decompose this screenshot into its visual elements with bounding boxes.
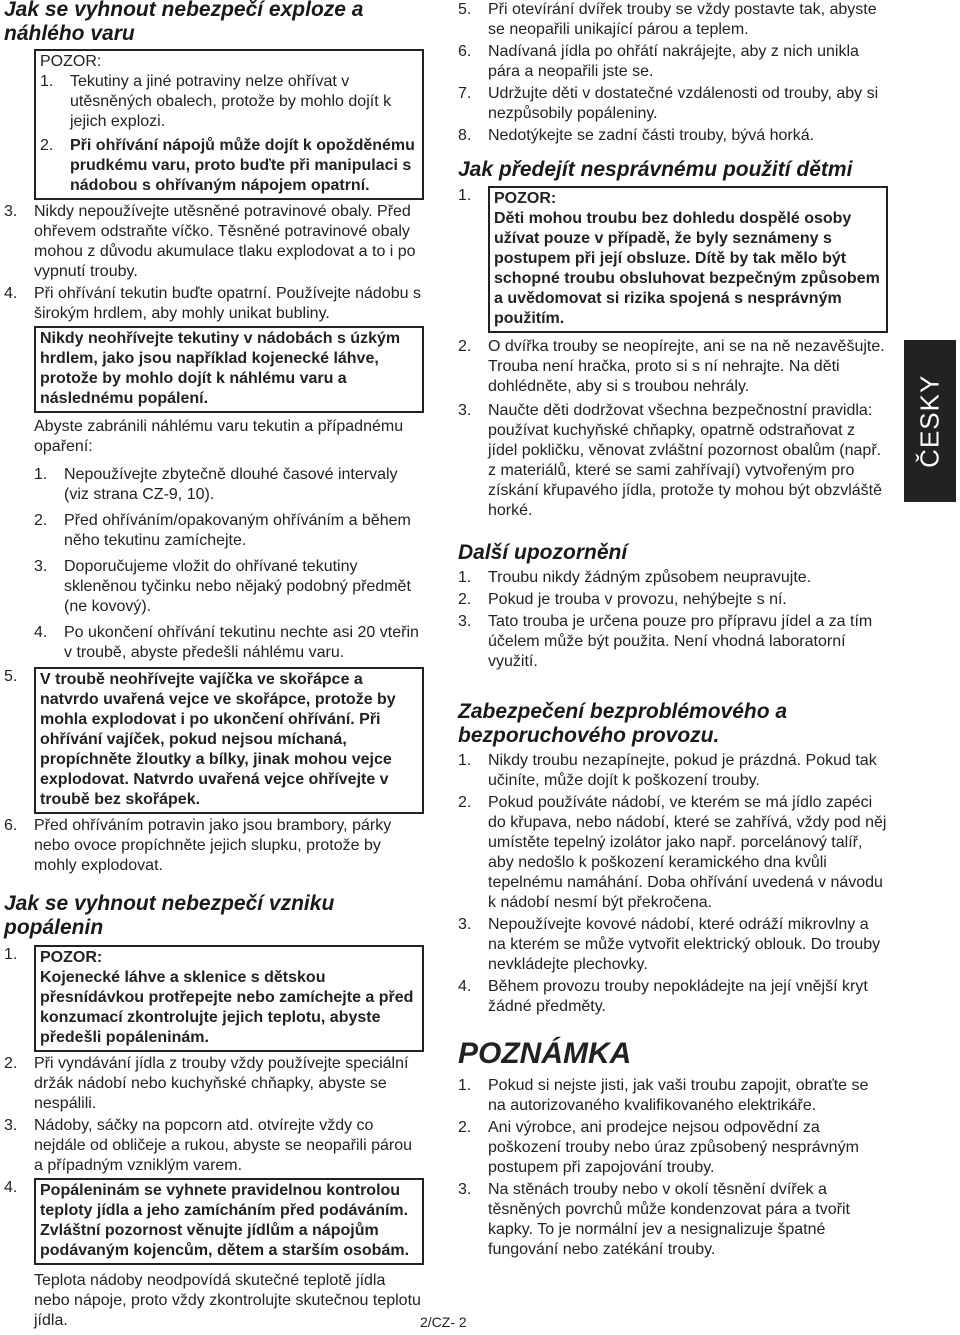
item-number: 1.	[40, 73, 54, 91]
list-item	[458, 186, 888, 333]
list-item	[458, 977, 888, 1017]
sub-item	[34, 623, 424, 663]
note-text: Teplota nádoby neodpovídá skutečné teplotě jídla nebo nápoje, proto vždy zkontrolujte skutečnou teplotu jídla.	[34, 1272, 421, 1330]
item-text: Při vyndávání jídla z trouby vždy používejte speciální držák nádobí nebo kuchyňské chňapky, abyste se nespálili.	[34, 1055, 409, 1113]
list-item	[458, 590, 888, 610]
intro-text: Abyste zabránili náhlému varu tekutin a případnému opaření:	[34, 418, 404, 456]
list-item	[4, 667, 424, 814]
list-item	[458, 751, 888, 791]
left-column	[4, 0, 424, 1331]
item-number: 8.	[458, 127, 472, 144]
list-item	[458, 1076, 888, 1116]
list-item	[40, 72, 418, 132]
list-item	[458, 915, 888, 975]
item-number: 4.	[4, 1179, 18, 1197]
item-text: Nikdy nepoužívejte utěsněné potravinové obaly. Před ohřevem odstraňte víčko. Těsněné potravinové obaly mohou z důvodu akumulace tlaku explodovat a to i po vypnutí trouby.	[34, 203, 416, 281]
item-text: Na stěnách trouby nebo v okolí těsnění dvířek a těsněných povrchů může kondenzovat pára a tvořit kapky. To je normální jev a nesignalizuje špatné fungování nebo zatékání trouby.	[488, 1181, 850, 1259]
list-item	[4, 816, 424, 876]
item-number: 3.	[458, 916, 472, 934]
language-tab	[904, 340, 956, 502]
item-text: Při ohřívání nápojů může dojít k opožděnému prudkému varu, proto buďte při manipulaci s nádobou s ohřívaným nápojem opatrní.	[70, 137, 415, 195]
warning-box: Nikdy neohřívejte tekutiny v nádobách s úzkým hrdlem, jako jsou například kojenecké láhve, protože by mohlo dojít k náhlému varu a následnému popálení.	[34, 326, 424, 413]
sub-item	[34, 511, 424, 551]
list-item	[4, 1116, 424, 1176]
right-column	[458, 0, 888, 1260]
item-number: 1.	[458, 186, 472, 204]
item-number: 2.	[458, 337, 472, 355]
item-number: 4.	[4, 285, 18, 303]
section-title-children: Jak předejít nesprávnému použití dětmi	[458, 158, 853, 181]
item-text: Udržujte děti v dostatečné vzdálenosti od trouby, aby si nezpůsobily popáleniny.	[488, 85, 879, 122]
item-number: 6.	[4, 817, 18, 835]
sub-text: Doporučujeme vložit do ohřívané tekutiny skleněnou tyčinku nebo nějaký podobný předmět (ne kovový).	[64, 558, 411, 616]
list-item	[458, 126, 888, 146]
item-number: 3.	[4, 1117, 18, 1135]
section-title-other: Další upozornění	[458, 540, 628, 564]
item-number: 3.	[458, 401, 472, 419]
sub-number: 1.	[34, 466, 48, 484]
sub-number: 3.	[34, 558, 48, 576]
list-item	[4, 202, 424, 282]
item-text: Pokud používáte nádobí, ve kterém se má jídlo zapéci do křupava, nebo nádobí, které se zahřívá, vždy pod něj umístěte tepelný izolátor jako např. porcelánový talíř, aby nedošlo k poškození keramického dna kvůli tepelnému namáhání. Doba ohřívání uvedená v návodu k nádobí nesmí být překročena.	[488, 794, 887, 912]
item-number: 4.	[458, 978, 472, 996]
item-number: 3.	[458, 1181, 472, 1199]
list-item	[458, 612, 888, 672]
item-number: 2.	[4, 1055, 18, 1073]
caution-label: POZOR:	[40, 949, 103, 967]
item-text: Při otevírání dvířek trouby se vždy postavte tak, abyste se neopařili unikající párou a teplem.	[488, 1, 877, 38]
item-number: 7.	[458, 85, 472, 102]
list-item	[458, 793, 888, 913]
caution-block	[4, 49, 424, 200]
item-text: Naučte děti dodržovat všechna bezpečnostní pravidla: používat kuchyňské chňapky, opatrně odstraňovat z jídel pokličku, věnovat zvláštní pozornost obalům (např. z materiálů, které se sami zahřívají) vytvořeným pro získání křupavého jídla, protože ty mohou být obzvláště horké.	[488, 401, 882, 519]
item-text: O dvířka trouby se neopírejte, ani se na ně nezavěšujte. Trouba není hračka, proto si s ní nehrajte. Na děti dohlédněte, aby si s troubou nehrály.	[488, 337, 885, 395]
warning-box-eggs: V troubě neohřívejte vajíčka ve skořápce a natvrdo uvařená vejce ve skořápce, protože by mohla explodovat i po ukončení ohřívání. Při ohřívání vajíček, pokud nejsou míchaná, propíchněte žloutky a bílky, jinak mohou vejce explodovat. Natvrdo uvařená vejce ohřívejte v troubě bez skořápek.	[34, 667, 424, 814]
section-title-safe: Zabezpečení bezproblémového a bezporuchového provozu.	[458, 700, 788, 747]
list-item	[4, 1178, 424, 1331]
list-item	[458, 401, 888, 521]
item-number: 1.	[4, 946, 18, 964]
item-text: Tekutiny a jiné potraviny nelze ohřívat v utěsněných obalech, protože by mohlo dojít k jejich explozi.	[70, 73, 392, 131]
caution-box-burn	[34, 945, 424, 1052]
language-tab-label: ČESKY	[914, 374, 945, 468]
item-text: Nádoby, sáčky na popcorn atd. otvírejte vždy co nejdále od obličeje a rukou, abyste se neopařili párou a případným vzniklým varem.	[34, 1117, 413, 1175]
note-heading: POZNÁMKA	[458, 1037, 632, 1071]
item-number: 1.	[458, 752, 472, 770]
list-item	[458, 84, 888, 124]
item-number: 1.	[458, 1077, 472, 1095]
list-item	[458, 42, 888, 82]
sub-item	[34, 465, 424, 505]
caution-label: POZOR:	[494, 189, 557, 207]
item-number: 3.	[458, 613, 472, 631]
sub-number: 4.	[34, 624, 48, 642]
list-item	[458, 1118, 888, 1178]
item-text: Nikdy troubu nezapínejte, pokud je prázdná. Pokud tak učiníte, může dojít k poškození trouby.	[488, 752, 877, 790]
caution-text: Kojenecké láhve a sklenice s dětskou přesnídávkou protřepejte nebo zamíchejte a před konzumací zkontrolujte jejich teplotu, abyste předešli popáleninám.	[40, 969, 414, 1047]
sub-text: Po ukončení ohřívání tekutinu nechte asi 20 vteřin v troubě, abyste předešli náhlému varu.	[64, 624, 419, 662]
warning-box-burn: Popáleninám se vyhnete pravidelnou kontrolou teploty jídla a jeho zamícháním před podáváním. Zvláštní pozornost věnujte jídlům a nápojům podávaným kojencům, dětem a starším osobám.	[34, 1178, 424, 1265]
section-title-explosion: Jak se vyhnout nebezpečí exploze a náhlého varu	[4, 0, 364, 45]
list-item	[458, 568, 888, 588]
item-number: 1.	[458, 569, 472, 587]
sub-item	[34, 557, 424, 617]
item-number: 2.	[458, 1119, 472, 1137]
section-title-burns: Jak se vyhnout nebezpečí vzniku popálenin	[4, 892, 335, 939]
item-number: 2.	[458, 794, 472, 812]
item-text: Nepoužívejte kovové nádobí, které odráží mikrovlny a na kterém se může vytvořit elektrický oblouk. Do trouby nevkládejte plechovky.	[488, 916, 881, 974]
sub-number: 2.	[34, 512, 48, 530]
sub-text: Nepoužívejte zbytečně dlouhé časové intervaly (viz strana CZ-9, 10).	[64, 466, 398, 504]
list-item	[458, 0, 888, 40]
item-number: 2.	[40, 137, 54, 155]
item-text: Tato trouba je určena pouze pro přípravu jídel a za tím účelem může být použita. Není vhodná laboratorní využití.	[488, 613, 873, 671]
item-text: Pokud si nejste jisti, jak vaši troubu zapojit, obraťte se na autorizovaného kvalifikovaného elektrikáře.	[488, 1077, 869, 1115]
sub-list	[34, 465, 424, 663]
list-item	[458, 337, 888, 397]
item-number: 2.	[458, 591, 472, 609]
item-text: Před ohříváním potravin jako jsou brambory, párky nebo ovoce propíchněte jejich slupku, protože by mohly explodovat.	[34, 817, 392, 875]
caution-text: Děti mohou troubu bez dohledu dospělé osoby užívat pouze v případě, že byly seznámeny s postupem při její obsluze. Dítě by tak mělo být schopné troubu obsluhovat bezpečným způsobem a uvědomovat si rizika spojená s nesprávným použitím.	[494, 209, 880, 327]
item-text: Troubu nikdy žádným způsobem neupravujte.	[488, 569, 812, 587]
item-text: Nadívaná jídla po ohřátí nakrájejte, aby z nich unikla pára a neopařili jste se.	[488, 43, 859, 80]
list-item	[40, 136, 418, 196]
list-item	[4, 1054, 424, 1114]
caution-box-children	[488, 186, 888, 333]
list-item	[4, 945, 424, 1052]
item-text: Pokud je trouba v provozu, nehýbejte s ní.	[488, 591, 787, 609]
sub-text: Před ohříváním/opakovaným ohříváním a během něho tekutinu zamíchejte.	[64, 512, 411, 550]
item-number: 6.	[458, 43, 472, 60]
item-text: Během provozu trouby nepokládejte na její vnější kryt žádné předměty.	[488, 978, 868, 1016]
caution-label: POZOR:	[40, 53, 102, 71]
item-number: 5.	[4, 668, 18, 686]
item-number: 5.	[458, 1, 472, 18]
warning-block	[4, 326, 424, 663]
list-item	[458, 1180, 888, 1260]
item-text: Při ohřívání tekutin buďte opatrní. Používejte nádobu s širokým hrdlem, aby mohly unikat bubliny.	[34, 285, 421, 323]
item-text: Nedotýkejte se zadní části trouby, bývá horká.	[488, 127, 815, 144]
page-number: 2/CZ- 2	[420, 1314, 467, 1330]
item-number: 3.	[4, 203, 18, 221]
caution-box	[34, 49, 424, 200]
item-text: Ani výrobce, ani prodejce nejsou odpovědní za poškození trouby nebo úraz způsobený nesprávným postupem při zapojování trouby.	[488, 1119, 859, 1177]
list-item	[4, 284, 424, 324]
